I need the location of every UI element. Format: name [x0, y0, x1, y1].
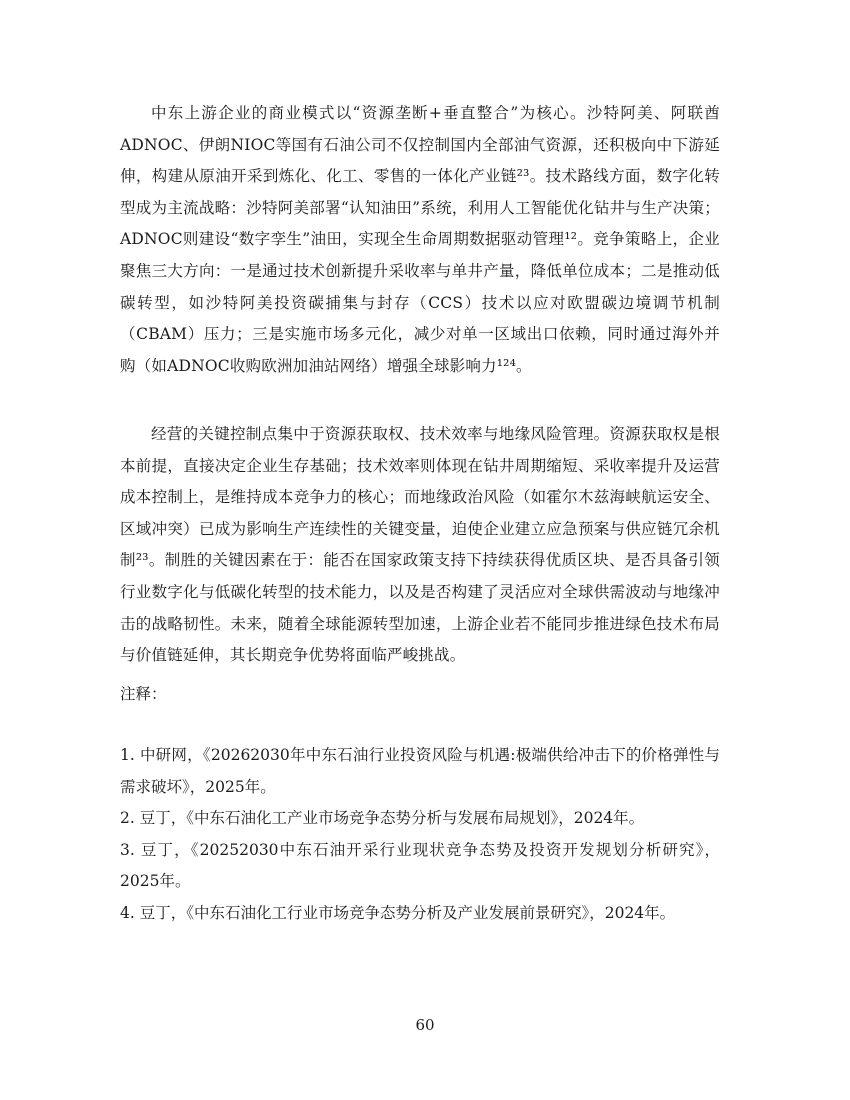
- body-paragraph-2: 经营的关键控制点集中于资源获取权、技术效率与地缘风险管理。资源获取权是根本前提，直接决定企业生存基础；技术效率则体现在钻井周期缩短、采收率提升及运营成本控制上，是维持成本竞争力的核心；而地缘政治风险（如霍尔木兹海峡航运安全、区域冲突）已成为影响生产连续性的关键变量，迫使企业建立应急预案与供应链冗余机制²³。制胜的关键因素在于：能否在国家政策支持下持续获得优质区块、是否具备引领行业数字化与低碳化转型的技术能力，以及是否构建了灵活应对全球供需波动与地缘冲击的战略韧性。未来，随着全球能源转型加速，上游企业若不能同步推进绿色技术布局与价值链延伸，其长期竞争优势将面临严峻挑战。: [120, 425, 720, 665]
- note-item-1: 1. 中研网，《20262030年中东石油行业投资风险与机遇:极端供给冲击下的价格弹性与需求破坏》，2025年。: [120, 746, 720, 796]
- notes-heading: 注释：: [120, 685, 167, 703]
- page-number: 60: [415, 1016, 435, 1034]
- note-item-3: 3. 豆丁，《20252030中东石油开采行业现状竞争态势及投资开发规划分析研究》，2025年。: [120, 840, 720, 891]
- note-item-2: 2. 豆丁，《中东石油化工产业市场竞争态势分析与发展布局规划》，2024年。: [120, 809, 645, 828]
- notes-list: [120, 740, 720, 930]
- body-paragraph-1: 中东上游企业的商业模式以“资源垄断+垂直整合”为核心。沙特阿美、阿联酋ADNOC、伊朗NIOC等国有石油公司不仅控制国内全部油气资源，还积极向中下游延伸，构建从原油开采到炼化、化工、零售的一体化产业链²³。技术路线方面，数字化转型成为主流战略：沙特阿美部署“认知油田”系统，利用人工智能优化钻井与生产决策；ADNOC则建设“数字孪生”油田，实现全生命周期数据驱动管理¹²。竞争策略上，企业聚焦三大方向：一是通过技术创新提升采收率与单井产量，降低单位成本；二是推动低碳转型，如沙特阿美投资碳捕集与封存（CCS）技术以应对欧盟碳边境调节机制（CBAM）压力；三是实施市场多元化，减少对单一区域出口依赖，同时通过海外并购（如ADNOC收购欧洲加油站网络）增强全球影响力¹²⁴。: [120, 104, 720, 375]
- note-item-4: 4. 豆丁，《中东石油化工行业市场竞争态势分析及产业发展前景研究》，2024年。: [120, 903, 676, 922]
